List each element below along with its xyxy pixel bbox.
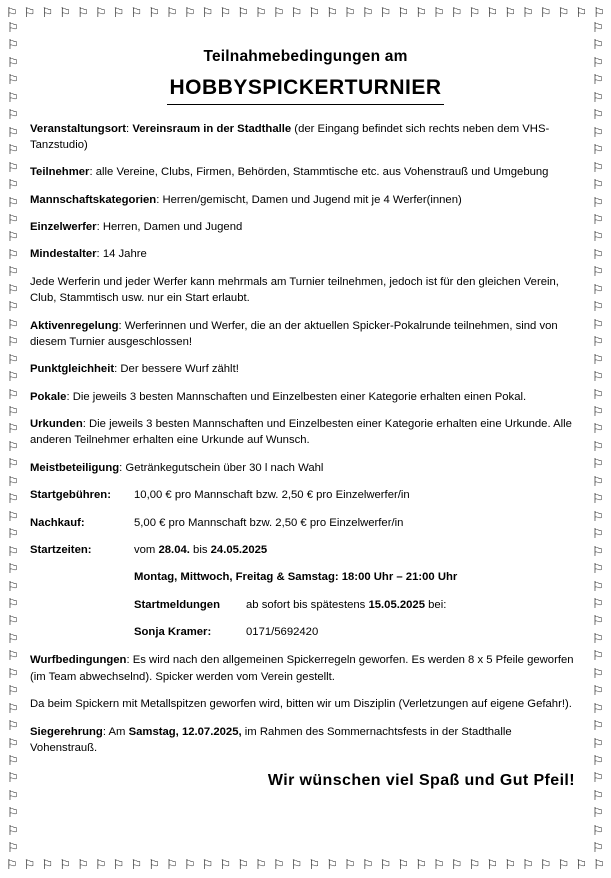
fee-value: 10,00 € pro Mannschaft bzw. 2,50 € pro Einzelwerfer/in: [134, 489, 410, 502]
condition-separator: :: [66, 390, 73, 403]
dart-icon: ⚐: [7, 160, 19, 176]
dart-icon: ⚐: [237, 5, 250, 21]
award-ceremony: [30, 724, 581, 757]
dart-icon: ⚐: [592, 160, 604, 176]
dart-icon: ⚐: [592, 247, 604, 263]
dart-icon: ⚐: [592, 701, 604, 717]
dart-icon: ⚐: [592, 666, 604, 682]
dart-icon: ⚐: [344, 857, 356, 873]
dart-icon: ⚐: [592, 649, 604, 665]
dart-icon: ⚐: [592, 212, 604, 228]
dart-icon: ⚐: [7, 125, 19, 141]
dart-icon: ⚐: [592, 562, 604, 578]
dart-icon: ⚐: [450, 857, 463, 873]
start-times-prefix: vom: [134, 543, 159, 556]
condition-value-emphasis: Vereinsraum in der Stadthalle: [132, 122, 292, 135]
dart-icon: ⚐: [522, 857, 534, 873]
throw-rules-label: Wurfbedingungen: [30, 654, 127, 667]
page-title: hobbyspickerturnier: [167, 68, 443, 105]
dart-icon: ⚐: [361, 857, 374, 873]
dart-icon: ⚐: [557, 857, 570, 873]
dart-icon: ⚐: [361, 5, 374, 21]
dart-icon: ⚐: [397, 857, 410, 873]
condition-label: Aktivenregelung: [30, 319, 119, 332]
dart-icon: ⚐: [592, 457, 604, 473]
dart-icon: ⚐: [130, 857, 143, 873]
dart-icon: ⚐: [201, 857, 214, 873]
condition-value: alle Vereine, Clubs, Firmen, Behörden, Stammtische etc. aus Vohenstrauß und Umgebung: [95, 166, 549, 179]
fee-label: Startgebühren:: [30, 489, 111, 502]
dart-icon: ⚐: [592, 422, 604, 438]
condition-paragraph: [30, 274, 581, 307]
dart-icon: ⚐: [272, 5, 285, 21]
dart-icon: ⚐: [592, 404, 604, 420]
dart-icon: ⚐: [94, 857, 107, 873]
contact-phone: 0171/5692420: [246, 626, 319, 638]
award-rest: im Rahmen des Sommernachtsfests in der Stadthalle Vohenstrauß.: [30, 725, 512, 754]
dart-icon: ⚐: [7, 754, 19, 770]
dart-icon: ⚐: [486, 5, 499, 21]
start-times-row: [30, 542, 581, 558]
dart-icon: ⚐: [592, 335, 604, 351]
page-subtitle: Teilnahmebedingungen am: [203, 48, 408, 65]
dart-icon: ⚐: [59, 5, 72, 21]
dart-icon: ⚐: [592, 108, 604, 124]
dart-icon: ⚐: [7, 387, 19, 403]
decorative-border-left: [4, 18, 22, 860]
dart-icon: ⚐: [592, 55, 604, 71]
safety-note: Da beim Spickern mit Metallspitzen geworfen wird, bitten wir um Disziplin (Verletzungen auf eigene Gefahr!).: [30, 698, 572, 711]
dart-icon: ⚐: [592, 788, 604, 804]
dart-icon: ⚐: [166, 5, 178, 21]
dart-icon: ⚐: [7, 73, 19, 89]
dart-icon: ⚐: [290, 5, 303, 21]
dart-icon: ⚐: [7, 823, 19, 839]
condition-separator: :: [82, 418, 90, 430]
dart-icon: ⚐: [575, 5, 588, 21]
condition-label: Veranstaltungsort: [30, 122, 127, 135]
dart-icon: ⚐: [7, 736, 19, 752]
condition-separator: :: [96, 248, 103, 261]
dart-icon: ⚐: [592, 492, 604, 508]
dart-icon: ⚐: [7, 841, 19, 857]
condition-label: Einzelwerfer: [30, 221, 97, 233]
dart-icon: ⚐: [77, 857, 89, 873]
condition-text: Jede Werferin und jeder Werfer kann mehrmals am Turnier teilnehmen, jedoch ist für den gleichen Verein, Club, Stammtisch usw. nur ein Start erlaubt.: [30, 275, 559, 305]
dart-icon: ⚐: [7, 492, 19, 508]
dart-icon: ⚐: [148, 5, 161, 21]
dart-icon: ⚐: [326, 5, 338, 21]
condition-value: Herren, Damen und Jugend: [102, 221, 243, 233]
playing-days: Montag, Mittwoch, Freitag & Samstag: 18:00 Uhr – 21:00 Uhr: [134, 571, 458, 584]
condition-separator: :: [118, 319, 125, 332]
throw-rules-value: Es wird nach den allgemeinen Spickerregeln geworfen. Es werden 8 x 5 Pfeile geworfen (im Team abwechselnd). Spicker werden vom Verein gestellt.: [30, 654, 574, 683]
registration-label: Startmeldungen: [134, 598, 220, 611]
fee-row: [30, 515, 581, 531]
dart-icon: ⚐: [7, 719, 19, 735]
dart-icon: ⚐: [112, 857, 125, 873]
dart-icon: ⚐: [77, 5, 89, 21]
dart-icon: ⚐: [290, 857, 303, 873]
dart-icon: ⚐: [468, 857, 481, 873]
dart-icon: ⚐: [219, 5, 232, 21]
dart-icon: ⚐: [592, 579, 604, 595]
dart-icon: ⚐: [41, 857, 54, 873]
condition-label: Punktgleichheit: [30, 363, 115, 376]
dart-icon: ⚐: [539, 5, 552, 21]
condition-paragraph: [30, 318, 581, 351]
fee-label: Nachkauf:: [30, 516, 85, 529]
dart-icon: ⚐: [592, 631, 604, 647]
condition-label: Meistbeteiligung: [30, 461, 120, 474]
dart-icon: ⚐: [7, 335, 19, 351]
dart-icon: ⚐: [326, 857, 338, 873]
dart-icon: ⚐: [7, 370, 19, 386]
dart-icon: ⚐: [7, 300, 19, 316]
dart-icon: ⚐: [592, 841, 604, 857]
dart-icon: ⚐: [344, 5, 356, 21]
dart-icon: ⚐: [468, 5, 481, 21]
flyer-content: [30, 34, 581, 844]
condition-value: Werferinnen und Werfer, die an der aktuellen Spicker-Pokalrunde teilnehmen, sind von diesem Turnier ausgeschlossen!: [30, 319, 558, 348]
condition-paragraph: [30, 246, 581, 262]
dart-icon: ⚐: [7, 701, 19, 717]
dart-icon: ⚐: [592, 21, 604, 36]
condition-paragraph: [30, 389, 581, 405]
dart-icon: ⚐: [201, 5, 214, 21]
dart-icon: ⚐: [308, 857, 321, 873]
dart-icon: ⚐: [23, 5, 36, 21]
condition-value: Herren/gemischt, Damen und Jugend mit je 4 Werfer(innen): [162, 193, 462, 206]
dart-icon: ⚐: [7, 143, 19, 159]
fees-list: [30, 487, 581, 531]
dart-icon: ⚐: [7, 509, 19, 525]
dart-icon: ⚐: [592, 125, 604, 141]
dart-icon: ⚐: [7, 108, 19, 124]
contact-row: [30, 624, 581, 640]
dart-icon: ⚐: [7, 527, 19, 543]
award-date: Samstag, 12.07.2025,: [128, 725, 242, 738]
condition-value: Getränkegutschein über 30 l nach Wahl: [125, 461, 324, 474]
dart-icon: ⚐: [592, 474, 604, 490]
dart-icon: ⚐: [592, 90, 604, 106]
dart-icon: ⚐: [593, 5, 605, 21]
dart-icon: ⚐: [7, 230, 19, 246]
dart-icon: ⚐: [183, 857, 196, 873]
dart-icon: ⚐: [7, 422, 19, 438]
dart-icon: ⚐: [397, 5, 410, 21]
conditions-list: [30, 121, 581, 477]
dart-icon: ⚐: [592, 596, 604, 612]
dart-icon: ⚐: [130, 5, 143, 21]
registration-value: [246, 597, 581, 613]
condition-separator: :: [156, 193, 163, 206]
dart-icon: ⚐: [592, 317, 604, 333]
dart-icon: ⚐: [7, 684, 19, 700]
dart-icon: ⚐: [415, 857, 427, 873]
condition-separator: :: [114, 363, 121, 376]
dart-icon: ⚐: [7, 55, 19, 71]
dart-icon: ⚐: [592, 38, 604, 54]
dart-icon: ⚐: [592, 736, 604, 752]
condition-label: Teilnehmer: [30, 166, 90, 179]
condition-value-rest: (der Eingang befindet sich rechts neben dem VHS-Tanzstudio): [30, 122, 550, 151]
dart-icon: ⚐: [592, 509, 604, 525]
contact-name: Sonja Kramer:: [134, 626, 212, 638]
condition-paragraph: [30, 219, 581, 235]
dart-icon: ⚐: [592, 370, 604, 386]
dart-icon: ⚐: [7, 631, 19, 647]
condition-separator: :: [126, 122, 133, 135]
condition-paragraph: [30, 361, 581, 377]
dart-icon: ⚐: [7, 457, 19, 473]
dart-icon: ⚐: [237, 857, 250, 873]
dart-icon: ⚐: [539, 857, 552, 873]
dart-icon: ⚐: [592, 387, 604, 403]
dart-icon: ⚐: [183, 5, 196, 21]
dart-icon: ⚐: [7, 265, 19, 281]
dart-icon: ⚐: [7, 666, 19, 682]
dart-icon: ⚐: [575, 857, 588, 873]
award-label: Siegerehrung: [30, 725, 103, 738]
dart-icon: ⚐: [219, 857, 232, 873]
dart-icon: ⚐: [7, 788, 19, 804]
dart-icon: ⚐: [504, 857, 516, 873]
dart-icon: ⚐: [6, 5, 18, 21]
condition-value: Die jeweils 3 besten Mannschaften und Einzelbesten einer Kategorie erhalten eine Urkunde. Alle anderen Teilnehmer erhalten eine Urkunde auf Wunsch.: [30, 418, 572, 447]
dart-icon: ⚐: [7, 352, 19, 368]
dart-icon: ⚐: [7, 596, 19, 612]
page-title-wrap: [30, 68, 581, 105]
condition-separator: :: [96, 221, 103, 233]
dart-icon: ⚐: [255, 857, 267, 873]
dart-icon: ⚐: [592, 282, 604, 298]
dart-icon: ⚐: [7, 282, 19, 298]
dart-icon: ⚐: [7, 771, 19, 787]
dart-icon: ⚐: [7, 212, 19, 228]
decorative-border-right: [589, 18, 607, 860]
start-date-from: 28.04.: [158, 543, 190, 556]
dart-icon: ⚐: [592, 178, 604, 194]
fee-value: 5,00 € pro Mannschaft bzw. 2,50 € pro Einzelwerfer/in: [134, 516, 404, 529]
dart-icon: ⚐: [7, 404, 19, 420]
dart-icon: ⚐: [592, 439, 604, 455]
dart-icon: ⚐: [433, 5, 445, 21]
dart-icon: ⚐: [592, 527, 604, 543]
registration-deadline: 15.05.2025: [368, 598, 425, 611]
registration-row: [30, 597, 581, 613]
dart-icon: ⚐: [7, 579, 19, 595]
dart-icon: ⚐: [7, 38, 19, 54]
condition-label: Mindestalter: [30, 248, 97, 261]
dart-icon: ⚐: [592, 195, 604, 211]
dart-icon: ⚐: [7, 90, 19, 106]
dart-icon: ⚐: [41, 5, 54, 21]
dart-icon: ⚐: [112, 5, 125, 21]
dart-icon: ⚐: [592, 300, 604, 316]
dart-icon: ⚐: [592, 143, 604, 159]
condition-paragraph: [30, 192, 581, 208]
dart-icon: ⚐: [592, 719, 604, 735]
dart-icon: ⚐: [7, 474, 19, 490]
condition-paragraph: [30, 460, 581, 476]
dart-icon: ⚐: [23, 857, 36, 873]
dart-icon: ⚐: [379, 857, 392, 873]
dart-icon: ⚐: [94, 5, 107, 21]
start-date-to: 24.05.2025: [210, 543, 268, 556]
dart-icon: ⚐: [593, 857, 605, 873]
dart-icon: ⚐: [7, 614, 19, 630]
closing-message: Wir wünschen viel Spaß und Gut Pfeil!: [267, 772, 575, 790]
award-sep: :: [102, 725, 106, 738]
start-times-value: [134, 542, 581, 558]
start-times-label: Startzeiten:: [30, 543, 92, 556]
dart-icon: ⚐: [7, 317, 19, 333]
dart-icon: ⚐: [592, 544, 604, 560]
dart-icon: ⚐: [450, 5, 463, 21]
dart-icon: ⚐: [592, 684, 604, 700]
dart-icon: ⚐: [504, 5, 516, 21]
condition-paragraph: [30, 416, 581, 449]
dart-icon: ⚐: [148, 857, 161, 873]
dart-icon: ⚐: [486, 857, 499, 873]
award-prefix: Am: [108, 725, 129, 738]
condition-value: Der bessere Wurf zählt!: [120, 363, 239, 376]
condition-paragraph: [30, 121, 581, 154]
condition-value: 14 Jahre: [102, 248, 147, 261]
dart-icon: ⚐: [7, 806, 19, 822]
fee-row: [30, 487, 581, 503]
dart-icon: ⚐: [592, 823, 604, 839]
decorative-border-top: [0, 4, 611, 22]
condition-label: Mannschaftskategorien: [30, 193, 157, 206]
throw-rules: [30, 652, 581, 685]
registration-prefix: ab sofort bis spätestens: [246, 598, 369, 611]
dart-icon: ⚐: [592, 754, 604, 770]
dart-icon: ⚐: [592, 73, 604, 89]
dart-icon: ⚐: [592, 614, 604, 630]
throw-rules-sep: :: [126, 654, 130, 667]
dart-icon: ⚐: [7, 649, 19, 665]
start-times-middle: bis: [189, 543, 211, 556]
condition-separator: :: [89, 166, 96, 179]
dart-icon: ⚐: [522, 5, 534, 21]
dart-icon: ⚐: [7, 439, 19, 455]
condition-label: Pokale: [30, 390, 67, 403]
dart-icon: ⚐: [308, 5, 321, 21]
condition-label: Urkunden: [30, 418, 83, 430]
condition-value: Die jeweils 3 besten Mannschaften und Einzelbesten einer Kategorie erhalten einen Pokal.: [72, 390, 527, 403]
dart-icon: ⚐: [557, 5, 570, 21]
dart-icon: ⚐: [592, 230, 604, 246]
dart-icon: ⚐: [272, 857, 285, 873]
dart-icon: ⚐: [415, 5, 427, 21]
dart-icon: ⚐: [166, 857, 178, 873]
dart-icon: ⚐: [7, 562, 19, 578]
dart-icon: ⚐: [255, 5, 267, 21]
dart-icon: ⚐: [592, 806, 604, 822]
dart-icon: ⚐: [379, 5, 392, 21]
dart-icon: ⚐: [7, 21, 19, 36]
dart-icon: ⚐: [592, 352, 604, 368]
condition-paragraph: [30, 164, 581, 180]
dart-icon: ⚐: [433, 857, 445, 873]
dart-icon: ⚐: [59, 857, 72, 873]
dart-icon: ⚐: [7, 544, 19, 560]
dart-icon: ⚐: [592, 771, 604, 787]
dart-icon: ⚐: [592, 265, 604, 281]
condition-separator: :: [119, 461, 126, 474]
dart-icon: ⚐: [7, 195, 19, 211]
dart-icon: ⚐: [6, 857, 18, 873]
decorative-border-bottom: [0, 856, 611, 874]
dart-icon: ⚐: [7, 178, 19, 194]
registration-suffix: bei:: [425, 598, 447, 611]
dart-icon: ⚐: [7, 247, 19, 263]
